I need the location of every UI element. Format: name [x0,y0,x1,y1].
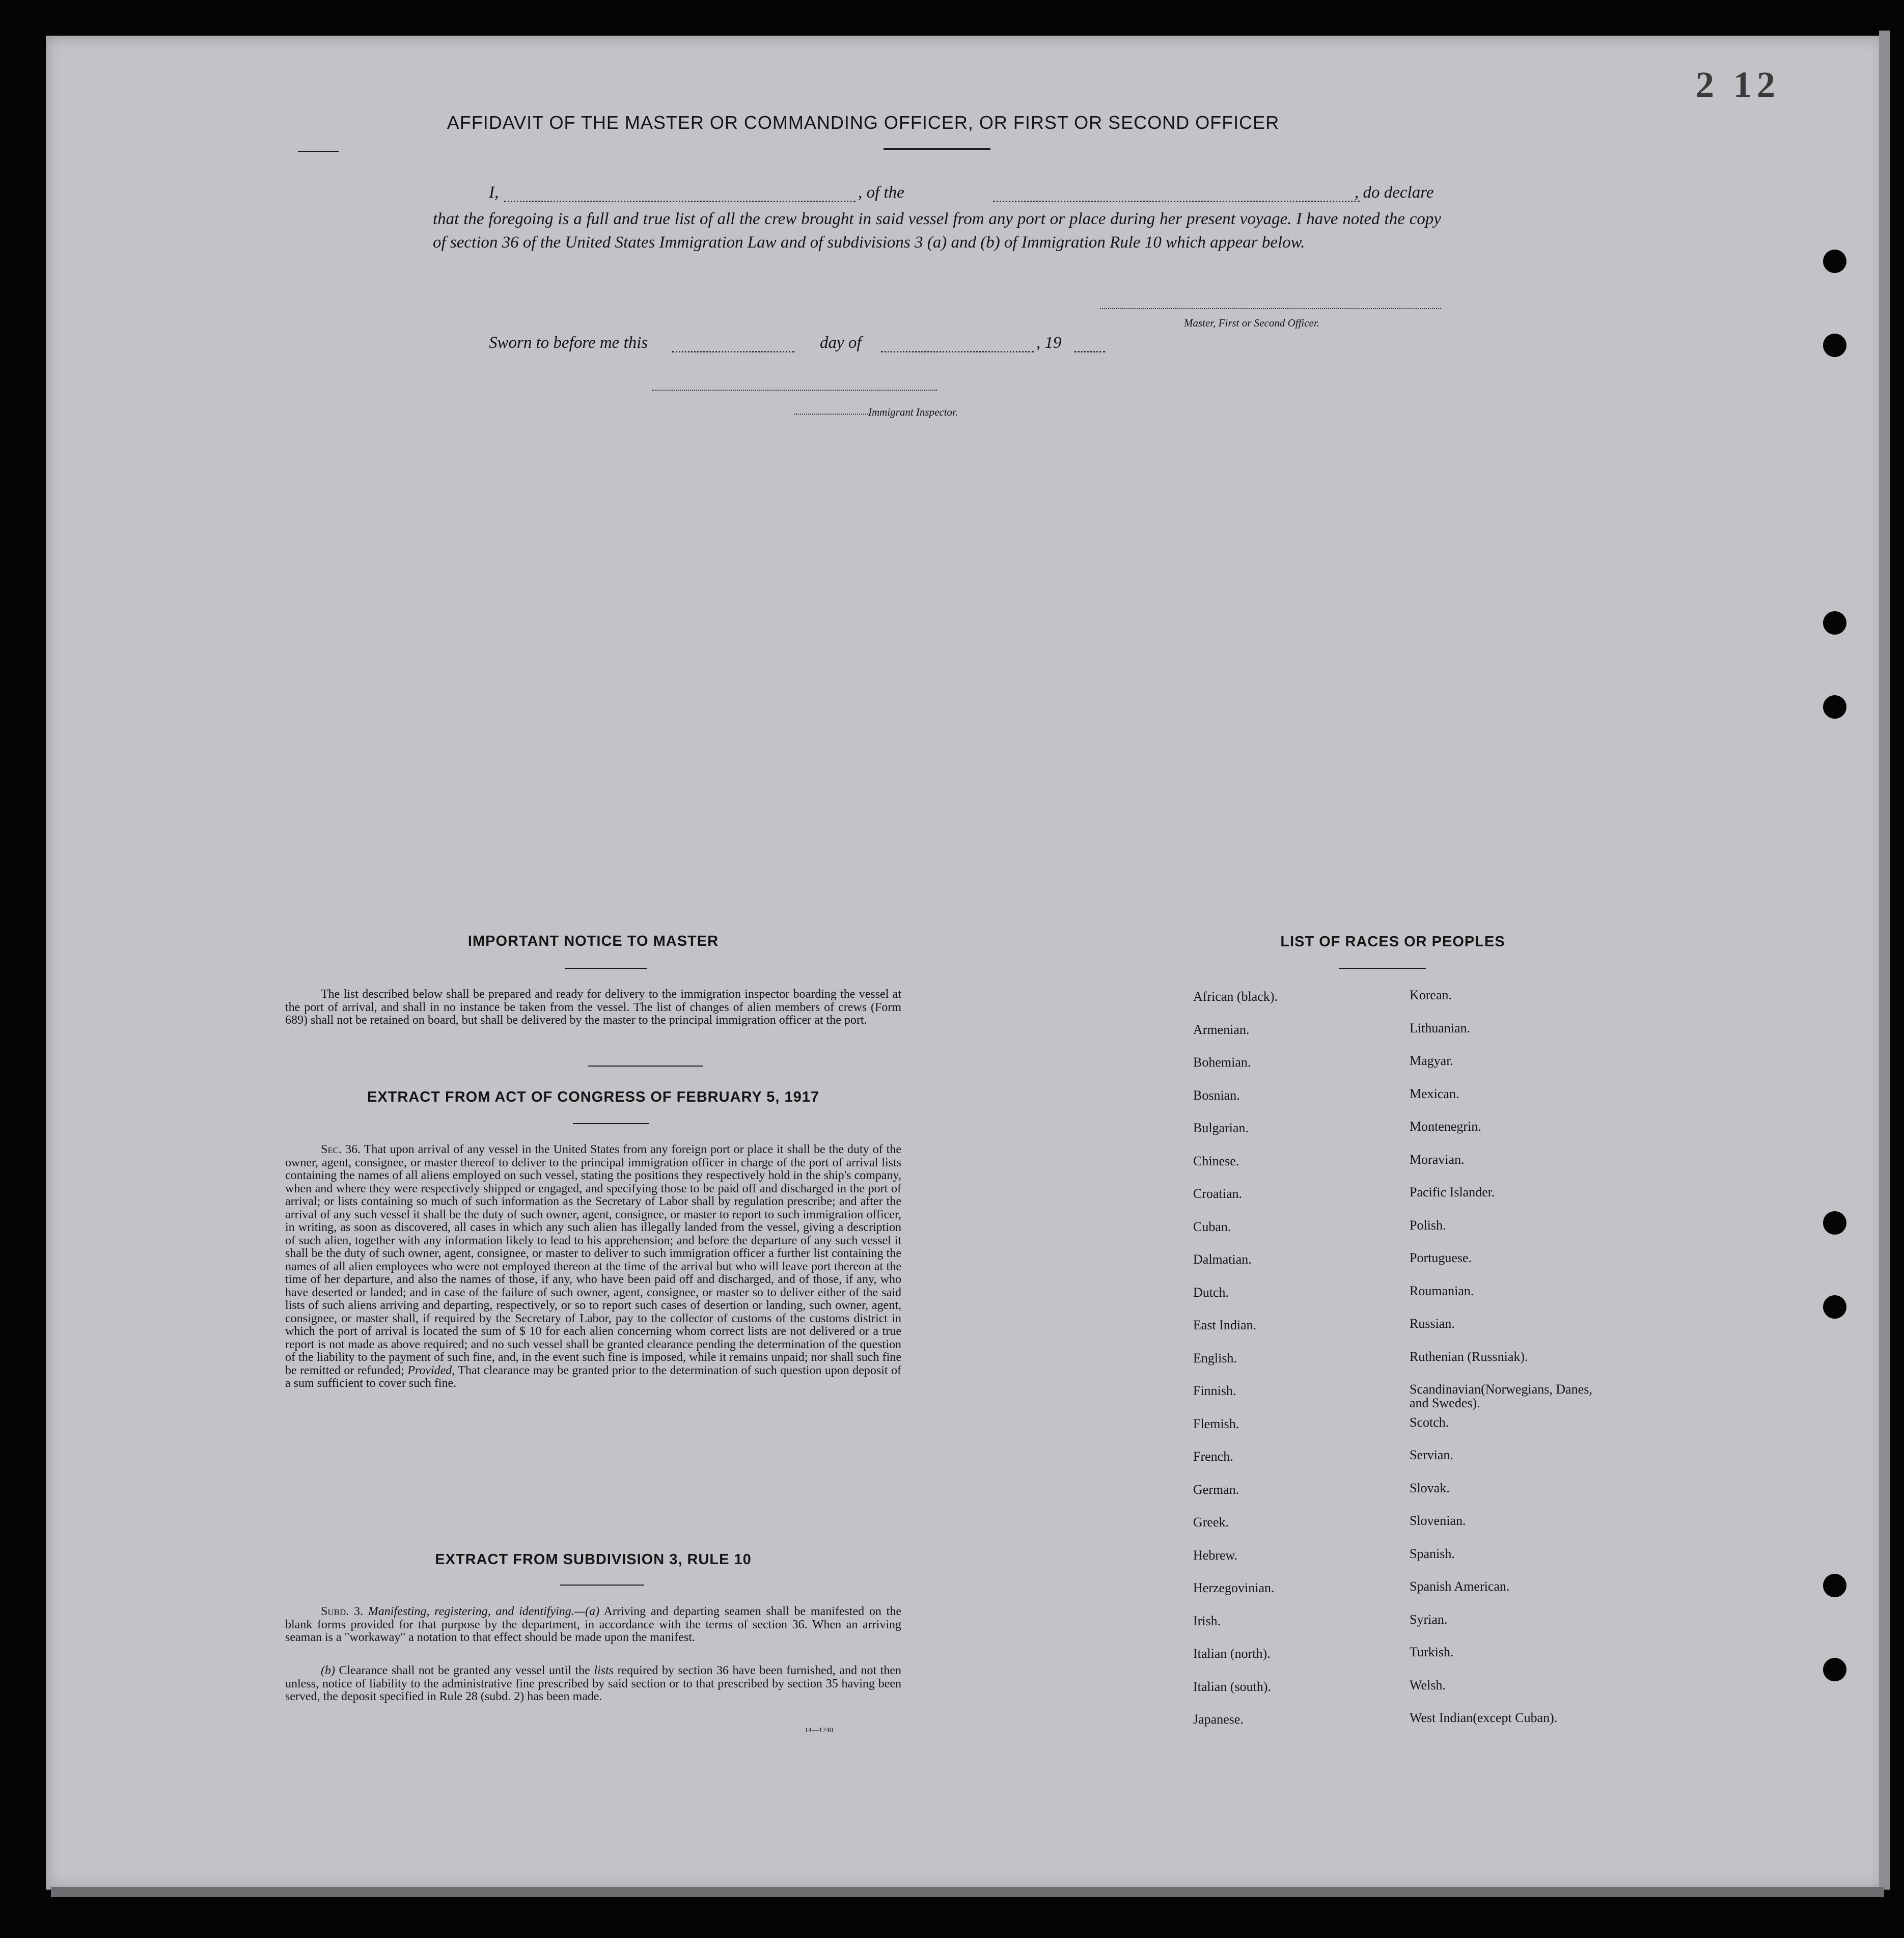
i-label: I, [489,183,499,202]
race-item: East Indian. [1193,1318,1257,1332]
race-item: Cuban. [1193,1219,1231,1234]
races-title-rule [1339,968,1426,969]
race-item: Italian (north). [1193,1646,1271,1661]
race-item: Dalmatian. [1193,1252,1252,1267]
race-item: Chinese. [1193,1153,1239,1168]
act-extract-text [285,1143,901,1390]
race-item: Slovak. [1410,1480,1450,1495]
race-item: Lithuanian. [1410,1020,1471,1035]
race-item: Flemish. [1193,1416,1239,1431]
rule-title-rule [560,1585,644,1586]
vessel-blank[interactable] [993,200,1360,202]
race-item: Croatian. [1193,1186,1243,1201]
notice-separator [588,1066,703,1067]
notice-text: The list described below shall be prepared and ready for delivery to the immigration inspector boarding the vessel at the port of arrival, and shall in no instance be taken from the vessel. The list of changes of alien members of crews (Form 689) shall not be retained on board, but shall be delivered by the master to the principal immigration officer at the port. [285,988,901,1027]
race-item: Magyar. [1410,1053,1453,1068]
punch-hole [1823,695,1846,719]
race-item: Syrian. [1410,1612,1448,1627]
race-item: Hebrew. [1193,1547,1238,1563]
race-item: Herzegovinian. [1193,1580,1275,1595]
race-item: West Indian(except Cuban). [1410,1710,1558,1725]
sworn-label: Sworn to before me this [489,334,648,352]
inspector-name-line[interactable] [794,414,868,415]
margin-mark [298,151,339,152]
punch-hole [1823,1295,1846,1319]
punch-hole [1823,250,1846,273]
race-item: Roumanian. [1410,1283,1474,1298]
race-item: Scandinavian(Norwegians, Danes, and Swedes). [1410,1382,1592,1410]
race-item: Polish. [1410,1217,1446,1233]
subd-a-text: Arriving and departing seamen shall be manifested on the blank forms provided for that purpose by the department, in accordance with the terms of section 36. When an arriving seaman is a "workaway" a notation to that effect should be made upon the manifest. [285,1605,901,1644]
race-item: Greek. [1193,1515,1229,1530]
title-rule [884,148,990,150]
provided-text: That clearance may be granted prior to the determination of such question upon deposit of a sum sufficient to cover such fine. [285,1363,902,1390]
act-extract-title: EXTRACT FROM ACT OF CONGRESS OF FEBRUARY 5, 1917 [367,1089,820,1105]
name-blank[interactable] [504,200,856,202]
rule-b-text [285,1664,901,1704]
race-item: Italian (south). [1193,1679,1272,1694]
page-bottom-edge [51,1887,1884,1897]
provided-label: Provided, [407,1363,455,1377]
race-item: Mexican. [1410,1086,1459,1101]
race-item: Irish. [1193,1613,1221,1628]
race-item: Bulgarian. [1193,1121,1249,1135]
race-item: Ruthenian (Russniak). [1410,1349,1528,1364]
subd-b-text-2: required by section 36 have been furnished, and not then unless, notice of liability to the administrative fine prescribed by said section or to that prescribed by section 35 having been served, the deposit specified in Rule 28 (subd. 2) has been made. [285,1664,901,1703]
punch-hole [1823,1658,1846,1681]
lists-word: lists [594,1664,614,1677]
rule-a-text [285,1605,901,1645]
race-item: Russian. [1410,1316,1455,1331]
day-of-label: day of [820,334,862,352]
month-blank[interactable] [881,350,1034,352]
race-item: Finnish. [1193,1383,1236,1398]
race-item: Bohemian. [1193,1055,1251,1070]
race-item: Pacific Islander. [1410,1185,1495,1199]
notice-title-rule [565,968,647,969]
race-item: Moravian. [1410,1152,1465,1167]
race-item: Scotch. [1410,1414,1449,1430]
race-item: Spanish American. [1410,1579,1510,1594]
affidavit-body: that the foregoing is a full and true list of all the crew brought in said vessel from any port or place during her present voyage. I have noted the copy of section 36 of the United States Immigration Law and of subdivisions 3 (a) and (b) of Immigration Rule 10 which appear below. [433,210,1441,252]
subd-title: Manifesting, registering, and identifying.—(a) [368,1605,600,1618]
officer-caption: Master, First or Second Officer. [1184,317,1319,329]
officer-signature-line[interactable] [1100,308,1441,309]
do-declare-label: , do declare [1355,183,1434,202]
race-item: Slovenian. [1410,1513,1466,1528]
subd-label: Subd. 3. [321,1605,363,1618]
race-item: Spanish. [1410,1546,1455,1561]
race-item: Dutch. [1193,1285,1229,1300]
punch-hole [1823,1211,1846,1235]
day-blank[interactable] [672,350,794,352]
page-edge [1879,31,1890,1890]
race-item: Bosnian. [1193,1087,1240,1103]
b-label: (b) [321,1664,335,1677]
affidavit-title: AFFIDAVIT OF THE MASTER OR COMMANDING OFFICER, OR FIRST OR SECOND OFFICER [447,112,1280,133]
race-item: French. [1193,1449,1233,1464]
race-item: Turkish. [1410,1645,1454,1659]
page-number: 2 12 [1696,64,1780,105]
of-the-label: , of the [858,183,904,202]
race-item: Montenegrin. [1410,1119,1481,1134]
rule-extract-title: EXTRACT FROM SUBDIVISION 3, RULE 10 [435,1551,752,1568]
punch-hole [1823,611,1846,635]
section-36-text: That upon arrival of any vessel in the United States from any foreign port or place it shall be the duty of the owner, agent, consignee, or master thereof to deliver to the principal immigration officer in charge of the port of arrival lists containing the names of all aliens employed on such vessel, stating the positions they respectively hold in the ship's company, when and where they were respectively shipped or engaged, and specifying those to be paid off and discharged in the port of arrival; or lists containing so much of such information as the Secretary of Labor shall by regulation prescribe; and after the arrival of any such vessel it shall be the duty of such owner, agent, consignee, or master to report to such immigration officer, in writing, as soon as discovered, all cases in which any such alien has illegally landed from the vessel, giving a description of such alien, together with any information likely to lead to his apprehension; and before the departure of any such vessel it shall be the duty of such owner, agent, consignee, or master to deliver to such immigration officer a further list containing the names of all alien employees who were not employed thereon at the time of the arrival but who will leave port thereon at the time of her departure, and also the names of those, if any, who have been paid off and discharged, and of those, if any, who have deserted or landed; and in case of the failure of such owner, agent, consignee, or master so to deliver either of the said lists of such aliens arriving and departing, respectively, or so to report such cases of desertion or landing, such owner, agent, consignee, or master shall, if required by the Secretary of Labor, pay to the collector of customs of the customs district in which the port of arrival is located the sum of $ 10 for each alien concerning whom correct lists are not delivered or a true report is not made as above required; and no such vessel shall be granted clearance pending the determination of the question of the liability to the payment of such fine, and, in the event such fine is imposed, while it remains unpaid; nor shall such fine be remitted or refunded; [285,1143,902,1377]
race-item: English. [1193,1350,1237,1366]
inspector-signature-line[interactable] [652,390,937,391]
race-item: Portuguese. [1410,1250,1472,1265]
notice-title: IMPORTANT NOTICE TO MASTER [467,933,719,949]
section-label: Sec. 36. [321,1143,361,1156]
form-number: 14—1240 [805,1727,833,1734]
race-item: German. [1193,1482,1239,1497]
race-item: Japanese. [1193,1712,1244,1727]
race-item: Armenian. [1193,1022,1250,1037]
race-item: Welsh. [1410,1677,1446,1693]
punch-hole [1823,1574,1846,1597]
punch-hole [1823,334,1846,357]
act-title-rule [573,1123,649,1124]
inspector-caption: Immigrant Inspector. [868,406,958,418]
race-item: Servian. [1410,1448,1453,1462]
race-item: Korean. [1410,988,1452,1002]
subd-b-text-1: Clearance shall not be granted any vessel until the [339,1664,590,1677]
sworn-line [489,334,1151,359]
races-title: LIST OF RACES OR PEOPLES [1280,934,1505,950]
race-item: African (black). [1193,989,1278,1004]
year-label: , 19 [1036,334,1062,352]
year-blank[interactable] [1074,350,1105,352]
